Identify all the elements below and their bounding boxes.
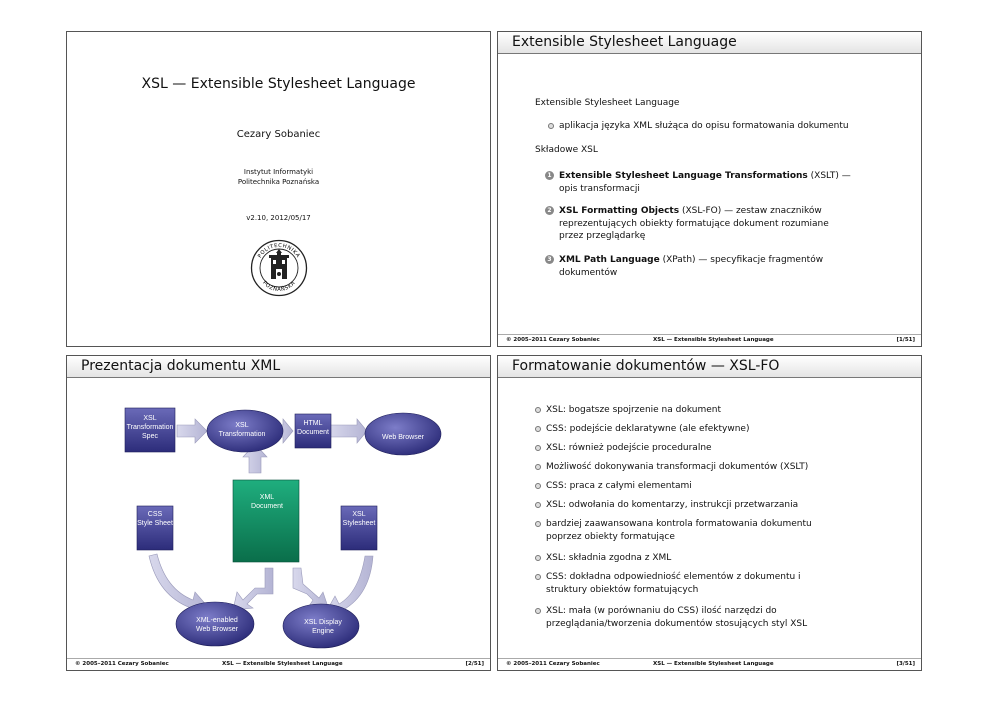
svg-text:Document: Document [251,503,283,510]
slide-title [66,31,491,347]
svg-text:Transformation: Transformation [218,431,266,438]
bullet-item: CSS: praca z całymi elementami [546,480,692,493]
svg-text:Web Browser: Web Browser [382,434,424,441]
svg-text:XSL Display: XSL Display [304,619,342,626]
bullet-dot-icon [535,555,541,561]
svg-text:Transformation: Transformation [126,424,174,431]
svg-text:Stylesheet: Stylesheet [342,520,376,527]
page-number: [3/51] [896,661,915,667]
seal-bottom-text: POZNAŃSKA [261,280,297,294]
slide-3 [497,355,922,671]
svg-text:XML-enabled: XML-enabled [196,617,238,624]
bullet-item: aplikacja języka XML służąca do opisu formatowania dokumentu [559,120,849,133]
slide-footer: © 2005–2011 Cezary Sobaniec XSL — Extensible Stylesheet Language [3/51] [498,658,921,670]
bullet-dot-icon [535,464,541,470]
svg-text:Style Sheet: Style Sheet [137,520,173,527]
page-number: [2/51] [465,661,484,667]
xml-document-box [233,480,299,562]
bullet-item: XSL: składnia zgodna z XML [546,552,671,565]
xsl-transformation-oval [207,410,283,452]
number-badge-icon: 3 [545,255,554,264]
svg-text:XSL: XSL [143,415,157,422]
bullet-item: Możliwość dokonywania transformacji dokumentów (XSLT) [546,461,808,474]
bullet-item: XSL: również podejście proceduralne [546,442,712,455]
slide-footer: © 2005–2011 Cezary Sobaniec XSL — Extensible Stylesheet Language [1/51] [498,334,921,346]
slide-footer: © 2005–2011 Cezary Sobaniec XSL — Extensible Stylesheet Language [2/51] [67,658,490,670]
bullet-dot-icon [535,483,541,489]
slide-1 [497,31,922,347]
svg-text:Spec: Spec [142,433,158,440]
xsl-stylesheet-box [341,506,377,550]
presentation-title: XSL — Extensible Stylesheet Language [141,76,416,92]
svg-text:XML: XML [259,494,275,501]
svg-text:XSL: XSL [235,422,249,429]
seal-top-text: POLITECHNIKA [257,242,301,260]
number-badge-icon: 1 [545,171,554,180]
university-seal-icon [250,239,308,297]
bullet-dot-icon [535,445,541,451]
institute-line1: Instytut Informatyki [243,168,314,176]
xml-presentation-diagram [67,378,491,660]
bullet-item: CSS: podejście deklaratywne (ale efektywne) [546,423,749,436]
xml-enabled-browser-oval [176,602,254,646]
bullet-dot-icon [535,608,541,614]
svg-text:CSS: CSS [147,511,163,518]
bullet-dot-icon [548,123,554,129]
svg-text:Web Browser: Web Browser [196,626,238,633]
author-name: Cezary Sobaniec [236,129,321,140]
slide-2-title: Prezentacja dokumentu XML [67,356,490,378]
slide-3-title: Formatowanie dokumentów — XSL-FO [498,356,921,378]
slide-1-title: Extensible Stylesheet Language [498,32,921,54]
bullet-item: XSL: mała (w porównaniu do CSS) ilość narzędzi do przeglądania/tworzenia dokumentów stosujących styl XSL [546,605,807,630]
page-number: [1/51] [896,337,915,343]
html-document-box [295,414,331,448]
bullet-item: XSL: odwołania do komentarzy, instrukcji przetwarzania [546,499,798,512]
svg-text:HTML: HTML [303,420,323,427]
numbered-item: 1 Extensible Stylesheet Language Transformations (XSLT) — opis transformacji [559,170,851,195]
slide-2 [66,355,491,671]
svg-text:XSL: XSL [352,511,366,518]
bullet-dot-icon [535,426,541,432]
bullet-dot-icon [535,502,541,508]
number-badge-icon: 2 [545,206,554,215]
components-header: Składowe XSL [535,145,598,155]
svg-text:Engine: Engine [312,628,334,635]
web-browser-oval [365,413,441,455]
numbered-item: 2 XSL Formatting Objects (XSL-FO) — zestaw znaczników reprezentujących obiekty formatujące dokument rozumiane przez przeglądarkę [559,205,829,243]
bullet-item: XSL: bogatsze spojrzenie na dokument [546,404,721,417]
svg-text:Document: Document [297,429,329,436]
bullet-dot-icon [535,407,541,413]
bullet-item: CSS: dokładna odpowiedniość elementów z dokumentu i struktury obiektów formatujących [546,571,801,596]
bullet-item: bardziej zaawansowana kontrola formatowania dokumentu poprzez obiekty formatujące [546,518,812,543]
intro-text: Extensible Stylesheet Language [535,98,680,108]
css-style-sheet-box [137,506,173,550]
bullet-dot-icon [535,521,541,527]
bullet-dot-icon [535,574,541,580]
xsl-spec-box [125,408,175,452]
version-date: v2.10, 2012/05/17 [246,214,311,222]
institute-line2: Politechnika Poznańska [237,178,320,186]
numbered-item: 3 XML Path Language (XPath) — specyfikacje fragmentów dokumentów [559,254,823,279]
institute [67,167,490,187]
xsl-display-engine-oval [283,604,359,648]
